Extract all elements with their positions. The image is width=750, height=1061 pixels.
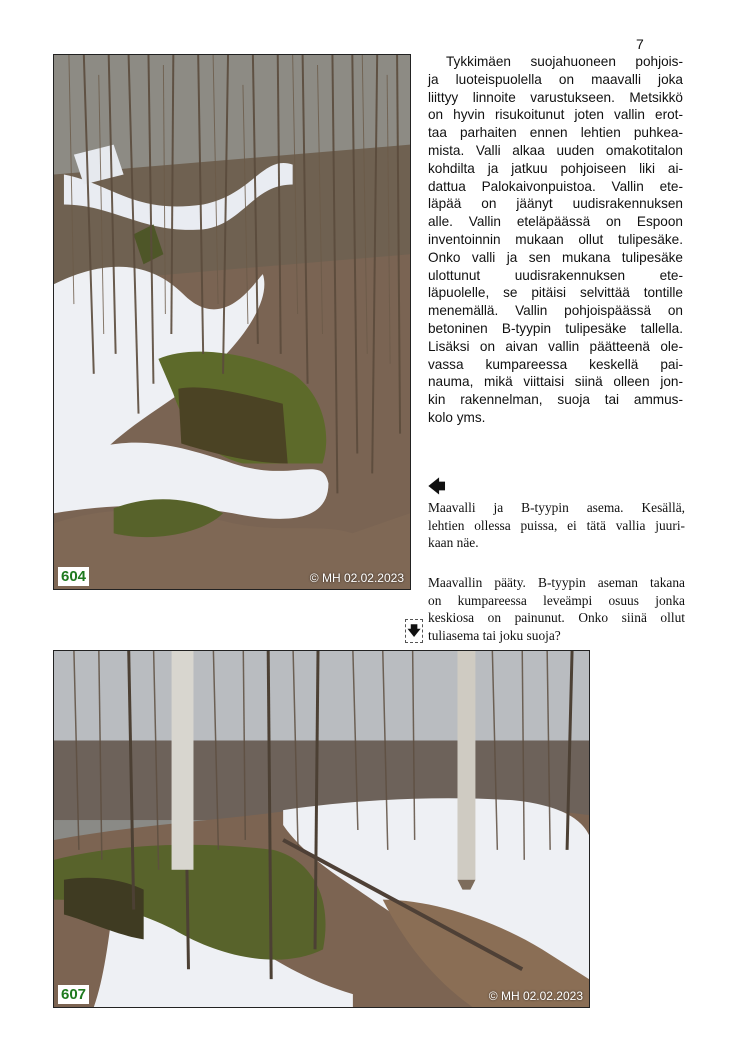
photo-607 [53,650,590,1008]
caption-line: Maavalli ja B-tyypin asema. Kesällä, [428,500,685,515]
body-text-line: kolo yms. [428,409,486,425]
body-text-line: ulottunut uudisrakennuksen ete- [428,267,683,283]
photo-copyright: © MH 02.02.2023 [488,989,583,1003]
body-text-line: taa parhaiten ennen lehtien puhkea- [428,125,683,141]
body-text-line: ja luoteispuolella on maavalli joka [428,71,683,87]
photo-copyright: © MH 02.02.2023 [309,571,404,585]
body-text-line: on hyvin risukoitunut joten vallin erot- [428,107,683,123]
rampart-end-photo [54,651,589,1007]
caption-photo-604 [428,499,685,552]
caption-line: Maavallin pääty. B-tyypin aseman takana [428,575,685,590]
body-text-line: vassa kumpareessa keskellä pai- [428,356,683,372]
body-text-line: liittyy linnoite varustukseen. Metsikkö [428,89,683,105]
body-text-line: kin rakennelman, suoja tai ammus- [428,392,683,408]
caption-line: tuliasema tai joku suoja? [428,627,561,643]
forest-rampart-photo [54,55,410,589]
body-text-line: Lisäksi on aivan vallin päätteenä ole- [428,338,683,354]
photo-number: 604 [58,567,89,586]
caption-photo-607 [428,574,685,644]
body-text-line: alle. Vallin eteläpäässä on Espoon [428,214,683,230]
body-text-line: inventoinnin mukaan ollut tulipesäke. [428,231,683,247]
photo-number: 607 [58,985,89,1004]
body-text-line: dattua Palokaivonpuistoa. Vallin ete- [428,178,683,194]
caption-line: kaan näe. [428,535,479,550]
page-number: 7 [636,36,644,52]
body-text-line: kohdilta ja jatkuu pohjoiseen liki ai- [428,160,683,176]
body-text-line: nauma, mikä viittaisi siinä olleen jon- [428,374,683,390]
body-text-line: betoninen B-tyypin tulipesäke tallella. [428,320,683,336]
body-text-line: Tykkimäen suojahuoneen pohjois- [446,54,683,69]
arrow-down-icon: 🡇 [405,619,423,643]
body-text-line: läpuolelle, se pitäisi selvittää tontille [428,285,683,301]
caption-line: on kumpareessa leveämpi osuus jonka [428,592,685,608]
body-text-line: menemällä. Vallin pohjoispäässä on [428,303,683,319]
body-text-line: Onko valli ja sen mukana tulipesäke [428,249,683,265]
body-text [428,53,683,427]
caption-line: lehtien ollessa puissa, ei tätä vallia juuri- [428,517,685,533]
photo-604 [53,54,411,590]
body-text-line: mista. Valli alkaa uuden omakotitalon [428,142,683,158]
body-text-line: läpää on jäänyt uudisrakennuksen [428,196,683,212]
caption-line: keskiosa on painunut. Onko siinä ollut [428,610,685,625]
arrow-left-icon: 🡄 [428,477,446,496]
